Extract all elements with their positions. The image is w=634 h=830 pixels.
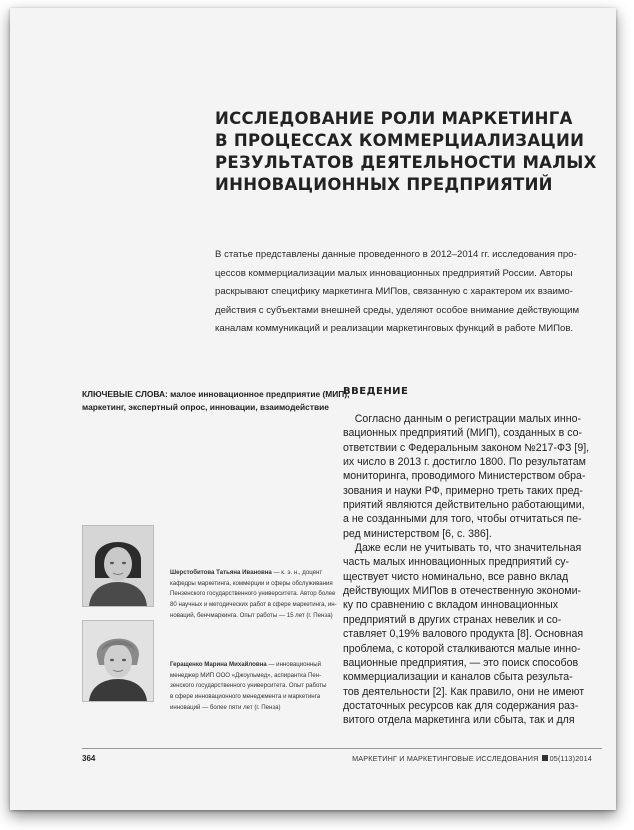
keywords-line: КЛЮЧЕВЫЕ СЛОВА: малое инновационное предприятие (МИП), (82, 389, 350, 399)
body-line: ответствии с Федеральным законом №217-ФЗ [9], (343, 441, 590, 454)
body-line: вационные предприятия, — это поиск способов (343, 656, 579, 669)
body-line: ку по сравнению с вкладом инновационных (343, 599, 559, 612)
body-line: их число в 2013 г. достигло 1800. По результатам (343, 456, 586, 469)
body-line: предприятий в других странах невелик и со- (343, 613, 562, 626)
author-bio (170, 568, 337, 622)
abstract-line: раскрывают специфику маркетинга МИПов, связанную с характером их взаимо- (215, 286, 573, 298)
title-line: ИССЛЕДОВАНИЕ РОЛИ МАРКЕТИНГА (215, 109, 573, 128)
author-bio-line: новаций, бенчмаркинга. Опыт работы — 15 лет (г. Пенза) (170, 611, 333, 619)
body-line: вационных предприятий (МИП), созданных в со- (343, 427, 583, 440)
keywords-line: маркетинг, экспертный опрос, инновации, взаимодействие (82, 402, 329, 412)
square-bullet-icon (542, 755, 548, 761)
article-title (215, 108, 597, 196)
author-bio-line: 80 научных и методических работ в сфере маркетинга, ин- (170, 601, 337, 609)
author-photo (82, 525, 154, 607)
author-bio-line: в сфере инновационного менеджмента и маркетинга (170, 693, 321, 701)
portrait-image (83, 526, 153, 606)
body-line: ред министерством [6, с. 386]. (343, 527, 492, 540)
body-line: ставляет 0,19% валового продукта [8]. Основная (343, 628, 584, 641)
body-line: достаточных ресурсов как для содержания раз- (343, 699, 579, 712)
article-page (10, 8, 616, 810)
section-heading: ВВЕДЕНИЕ (343, 386, 409, 397)
title-line: ИННОВАЦИОННЫХ ПРЕДПРИЯТИЙ (215, 175, 553, 194)
body-line: тов деятельности [2]. Как правило, они не имеют (343, 685, 585, 698)
abstract-line: цессов коммерциализации малых инновационных предприятий России. Авторы (215, 267, 573, 279)
title-line: РЕЗУЛЬТАТОВ ДЕЯТЕЛЬНОСТИ МАЛЫХ (215, 153, 597, 172)
body-text (343, 412, 603, 728)
body-line: витого отдела маркетинга или сбыта, так и для (343, 714, 575, 727)
abstract-line: действия с субъектами внешней среды, уделяют особое внимание действующим (215, 304, 580, 316)
body-line: Согласно данным о регистрации малых инно- (343, 413, 582, 425)
author-bio-line: инноваций — более пяти лет (г. Пенза) (170, 703, 281, 711)
body-line: действующих МИПов в отечественную экономи- (343, 585, 582, 598)
author-bio-line: — к. э. н., доцент (271, 569, 323, 576)
body-line: а не созданными для того, чтобы отчитаться пе- (343, 513, 582, 526)
author-photo (82, 620, 154, 702)
abstract (215, 246, 605, 339)
journal-name: МАРКЕТИНГ И МАРКЕТИНГОВЫЕ ИССЛЕДОВАНИЯ (352, 754, 539, 763)
author-bio-line: менеджер МИП ООО «Джоульмед», аспирантка Пен- (170, 671, 322, 679)
author-bio (170, 660, 330, 714)
author-bio-line: зенского государственного университета. Опыт работы (170, 682, 327, 690)
author-bio-line: — инновационный (266, 661, 322, 668)
abstract-line: В статье представлены данные проведенного в 2012–2014 гг. исследования про- (215, 249, 577, 260)
body-line: приятий являются действительно работающими, (343, 499, 585, 512)
body-line: коммерциализации и каналов сбыта результа- (343, 671, 573, 684)
footer-divider (82, 748, 602, 749)
body-line: ществует чисто номинально, все равно вклад (343, 570, 569, 583)
abstract-line: каналам коммуникаций и реализации маркетинговых функций в работе МИПов. (215, 323, 574, 335)
body-line: часть малых инновационных предприятий су- (343, 556, 570, 569)
journal-footer (352, 754, 592, 763)
body-line: мониторинга, проводимого Министерством обра- (343, 470, 586, 483)
author-bio-line: кафедры маркетинга, коммерции и сферы обслуживания (170, 579, 333, 587)
author-bio-line: Пензенского государственного университета. Автор более (170, 590, 336, 598)
body-line: зования и науки РФ, примерно треть таких пред- (343, 484, 583, 497)
title-line: В ПРОЦЕССАХ КОММЕРЦИАЛИЗАЦИИ (215, 131, 585, 150)
keywords (82, 388, 350, 414)
portrait-image (83, 621, 153, 701)
body-line: Даже если не учитывать то, что значительная (343, 542, 582, 555)
journal-issue: 05(113)2014 (549, 754, 592, 763)
page-number: 364 (82, 754, 96, 763)
author-name: Геращенко Марина Михайловна (170, 661, 267, 668)
body-line: проблема, с которой сталкиваются малые инно- (343, 642, 581, 655)
author-name: Шерстобитова Татьяна Ивановна (170, 569, 272, 576)
